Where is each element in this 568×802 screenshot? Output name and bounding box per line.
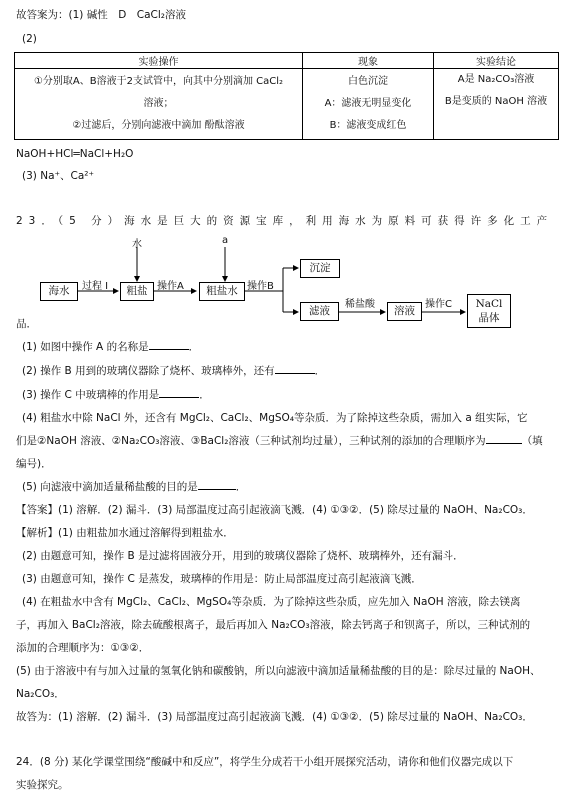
table-header: 现象 <box>303 53 434 69</box>
analysis-line: 添加的合理顺序为：①③②． <box>16 642 150 654</box>
nacl-label: NaCl <box>475 298 503 310</box>
table-header: 实验操作 <box>15 53 303 69</box>
answer-line: 故答案为：(1) 碱性 D CaCl₂溶液 <box>16 9 187 21</box>
question-line: (3) 操作 C 中玻璃棒的作用是 ． <box>22 389 210 401</box>
phenomenon-line: 白色沉淀 <box>348 76 388 87</box>
reagent-a-label: a <box>222 235 229 246</box>
question-line: (1) 如图中操作 A 的名称是 ． <box>22 341 200 353</box>
answer-blank[interactable] <box>198 480 236 490</box>
table-header: 实验结论 <box>434 53 559 69</box>
analysis-line: (2) 由题意可知，操作 B 是过滤将固液分开，用到的玻璃仪器除了烧杯、玻璃棒外，还有漏斗． <box>22 550 464 562</box>
phenomenon-line: A：滤液无明显变化 <box>324 98 412 109</box>
part-label: (2) <box>22 33 37 45</box>
analysis-line: 子，再加入 BaCl₂溶液，除去硫酸根离子，最后再加入 Na₂CO₃溶液，除去钙离子和钡离子，所以，三种试剂的 <box>16 619 531 631</box>
question-text: 们是②NaOH 溶液、②Na₂CO₃溶液、③BaCl₂溶液（三种试剂均过量），三种试剂的添加的合理顺序为 <box>16 435 486 447</box>
water-label: 水 <box>132 239 142 250</box>
question-text: (1) 如图中操作 A 的名称是 <box>22 341 149 353</box>
crystal-label: 晶体 <box>478 312 500 324</box>
operation-line: ①分别取A、B溶液于2支试管中，向其中分别滴加 CaCl₂ <box>33 76 284 87</box>
answer-blank[interactable] <box>159 388 199 398</box>
part-3-answer: (3) Na⁺、Ca²⁺ <box>22 170 95 182</box>
answer-blank[interactable] <box>275 364 315 374</box>
analysis-line: (5) 由于溶液中有与加入过量的氢氧化钠和碳酸钠，所以向滤液中滴加适量稀盐酸的目的是：除尽过量的 NaOH、 <box>16 665 541 677</box>
question-line: (4) 粗盐水中除 NaCl 外，还含有 MgCl₂、CaCl₂、MgSO₄等杂质．为了除掉这些杂质，需加入 a 组实际，它 <box>22 412 528 424</box>
crude-brine-box: 粗盐水 <box>199 282 245 301</box>
question-text: (3) 操作 C 中玻璃棒的作用是 <box>22 389 160 401</box>
seawater-box: 海水 <box>40 282 78 301</box>
precipitate-box: 沉淀 <box>300 259 340 278</box>
answer-blank[interactable] <box>149 340 189 350</box>
question-24-line: 24．(8 分) 某化学课堂围绕“酸碱中和反应”，将学生分成若干小组开展探究活动，请你和他们仪器完成以下 <box>16 756 514 768</box>
equation: NaOH+HCl═NaCl+H₂O <box>16 148 134 160</box>
crude-salt-box: 粗盐 <box>120 282 154 301</box>
operation-c-label: 操作C <box>425 299 452 310</box>
question-23-header: 23．（5 分）海水是巨大的资源宝库，利用海水为原料可获得许多化工产 <box>16 215 554 227</box>
conclusion-line: B是变质的 NaOH 溶液 <box>444 96 548 107</box>
analysis-line: 【解析】(1) 由粗盐加水通过溶解得到粗盐水． <box>16 527 234 539</box>
question-line: 编号)． <box>16 458 52 470</box>
operation-line: ②过滤后，分别向滤液中滴加 酚酞溶液 <box>72 120 245 131</box>
analysis-line: 故答为：(1) 溶解．(2) 漏斗．(3) 局部温度过高引起液滴飞溅．(4) ①③②．(5) 除尽过量的 NaOH、Na₂CO₃． <box>16 711 533 723</box>
operation-line: 溶液； <box>143 98 174 109</box>
answer-line: 【答案】(1) 溶解．(2) 漏斗．(3) 局部温度过高引起液滴飞溅．(4) ①③②．(5) 除尽过量的 NaOH、Na₂CO₃． <box>16 504 533 516</box>
answer-blank[interactable] <box>486 434 522 444</box>
phenomenon-line: B：滤液变成红色 <box>329 120 407 131</box>
question-line <box>16 434 554 448</box>
dilute-hcl-label: 稀盐酸 <box>345 299 375 310</box>
question-text: (2) 操作 B 用到的玻璃仪器除了烧杯、玻璃棒外，还有 <box>22 365 275 377</box>
filtrate-box: 滤液 <box>300 302 339 321</box>
question-text: （填 <box>521 435 543 447</box>
question-24-line: 实验探究。 <box>16 779 69 791</box>
process-1-label: 过程 I <box>82 281 109 292</box>
solution-box: 溶液 <box>387 302 422 321</box>
analysis-line: (3) 由题意可知，操作 C 是蒸发，玻璃棒的作用是：防止局部温度过高引起液滴飞溅． <box>22 573 422 585</box>
question-23-header-end: 品． <box>16 318 37 330</box>
question-line: (2) 操作 B 用到的玻璃仪器除了烧杯、玻璃棒外，还有 ． <box>22 365 326 377</box>
analysis-line: Na₂CO₃． <box>16 688 65 700</box>
question-line: (5) 向滤液中滴加适量稀盐酸的目的是 ． <box>22 481 247 493</box>
question-text: (5) 向滤液中滴加适量稀盐酸的目的是 <box>22 481 198 493</box>
operation-b-label: 操作B <box>247 281 274 292</box>
operation-a-label: 操作A <box>157 281 184 292</box>
analysis-line: (4) 在粗盐水中含有 MgCl₂、CaCl₂、MgSO₄等杂质．为了除掉这些杂质，应先加入 NaOH 溶液，除去镁离 <box>22 596 521 608</box>
conclusion-line: A是 Na₂CO₃溶液 <box>457 74 535 85</box>
